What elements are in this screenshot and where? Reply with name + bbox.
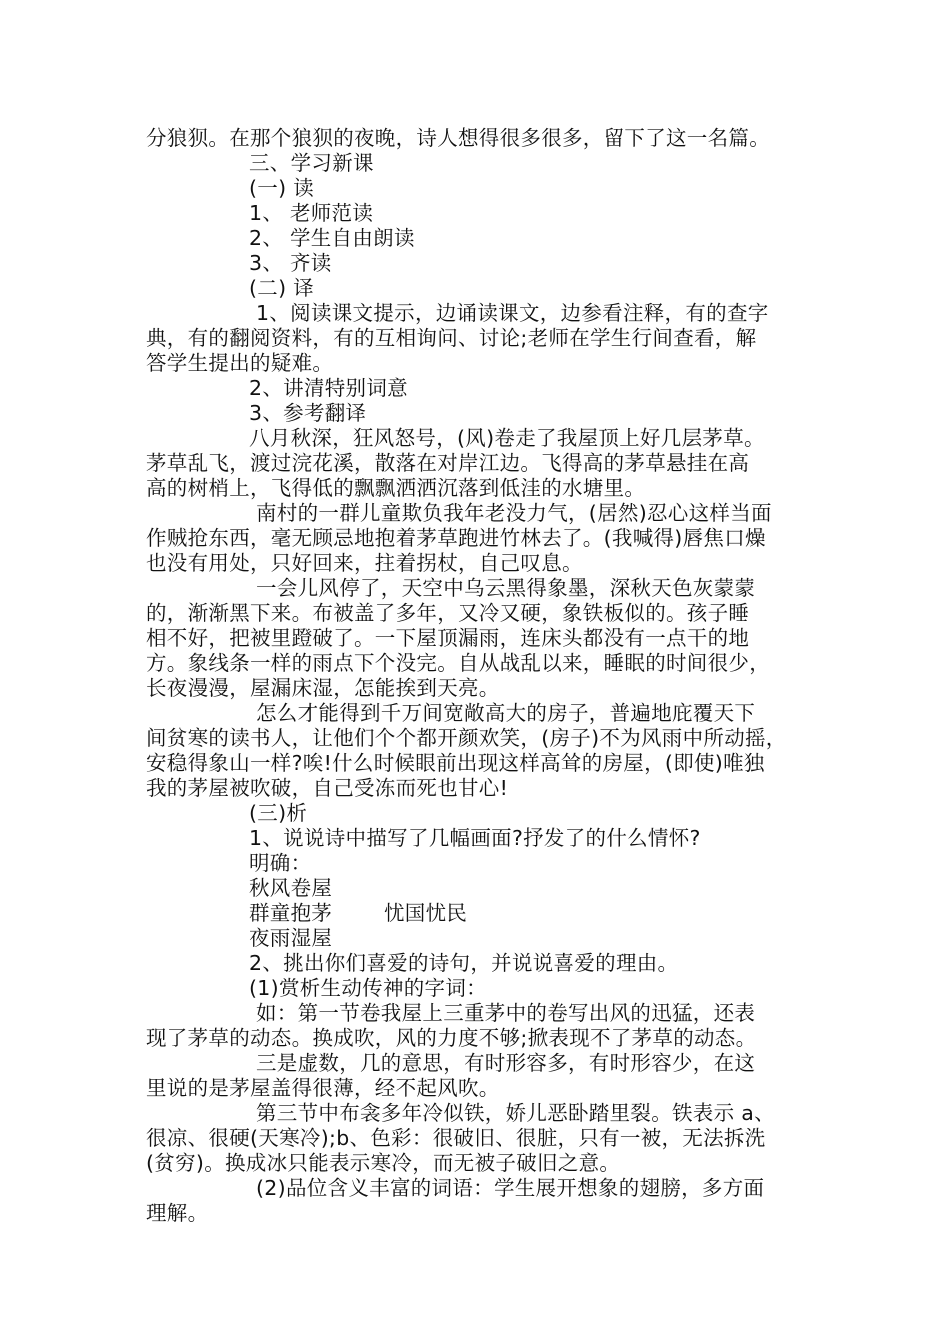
list-item: 3、参考翻译 <box>249 401 367 425</box>
paragraph-line: 也没有用处，只好回来，拄着拐杖，自己叹息。 <box>146 551 583 575</box>
scene-item: 群童抱茅 <box>249 901 333 925</box>
paragraph-line: 安稳得象山一样?唉!什么时候眼前出现这样高耸的房屋，(即使)唯独 <box>146 751 765 775</box>
paragraph-line: 里说的是茅屋盖得很薄，经不起风吹。 <box>146 1076 500 1100</box>
paragraph-line: 很凉、很硬(天寒冷);b、色彩：很破旧、很脏，只有一被，无法拆洗 <box>146 1126 766 1150</box>
paragraph-line: 明确： <box>249 851 312 875</box>
list-item: 2、讲清特别词意 <box>249 376 408 400</box>
paragraph-line: 怎么才能得到千万间宽敞高大的房子，普遍地庇覆天下 <box>256 701 756 725</box>
list-item: 1、说说诗中描写了几幅画面?抒发了的什么情怀? <box>249 826 701 850</box>
paragraph-line: 长夜漫漫，屋漏床湿，怎能挨到天亮。 <box>146 676 500 700</box>
theme-label: 忧国忧民 <box>384 901 468 925</box>
paragraph-line: 答学生提出的疑难。 <box>146 351 334 375</box>
subsection-heading: (一) 读 <box>249 176 315 200</box>
paragraph-line: (贫穷)。换成冰只能表示寒冷，而无被子破旧之意。 <box>146 1151 621 1175</box>
paragraph-line: 一会儿风停了，天空中乌云黑得象墨，深秋天色灰蒙蒙 <box>256 576 756 600</box>
paragraph-line: 茅草乱飞，渡过浣花溪，散落在对岸江边。飞得高的茅草悬挂在高 <box>146 451 750 475</box>
list-item: (1)赏析生动传神的字词： <box>249 976 487 1000</box>
subsection-heading: (二) 译 <box>249 276 315 300</box>
paragraph-line: 相不好，把被里蹬破了。一下屋顶漏雨，连床头都没有一点干的地 <box>146 626 750 650</box>
paragraph-line: 方。象线条一样的雨点下个没完。自从战乱以来，睡眠的时间很少， <box>146 651 770 675</box>
paragraph-line: 的，渐渐黑下来。布被盖了多年，又冷又硬，象铁板似的。孩子睡 <box>146 601 750 625</box>
list-item: 1、 老师范读 <box>249 201 374 225</box>
list-item: 2、 学生自由朗读 <box>249 226 415 250</box>
list-item: 2、挑出你们喜爱的诗句，并说说喜爱的理由。 <box>249 951 679 975</box>
paragraph-line: 三是虚数，几的意思，有时形容多，有时形容少，在这 <box>256 1051 756 1075</box>
scene-item: 秋风卷屋 <box>249 876 333 900</box>
paragraph-line: (2)品位含义丰富的词语：学生展开想象的翅膀，多方面 <box>256 1176 765 1200</box>
paragraph-line: 作贼抢东西，毫无顾忌地抱着茅草跑进竹林去了。(我喊得)唇焦口燥 <box>146 526 766 550</box>
paragraph-line: 八月秋深，狂风怒号，(风)卷走了我屋顶上好几层茅草。 <box>249 426 765 450</box>
paragraph-line: 1、阅读课文提示，边诵读课文，边参看注释，有的查字 <box>256 301 769 325</box>
paragraph-line: 我的茅屋被吹破，自己受冻而死也甘心! <box>146 776 509 800</box>
paragraph-line: 第三节中布衾多年冷似铁，娇儿恶卧踏里裂。铁表示 a、 <box>256 1101 775 1125</box>
section-heading: 三、学习新课 <box>249 151 374 175</box>
paragraph-line: 高的树梢上，飞得低的飘飘洒洒沉落到低洼的水塘里。 <box>146 476 646 500</box>
subsection-heading: (三)析 <box>249 801 308 825</box>
paragraph-line: 分狼狈。在那个狼狈的夜晚，诗人想得很多很多，留下了这一名篇。 <box>146 126 770 150</box>
paragraph-line: 南村的一群儿童欺负我年老没力气，(居然)忍心这样当面 <box>256 501 772 525</box>
paragraph-line: 间贫寒的读书人，让他们个个都开颜欢笑，(房子)不为风雨中所动摇， <box>146 726 787 750</box>
paragraph-line: 典，有的翻阅资料，有的互相询问、讨论;老师在学生行间查看，解 <box>146 326 757 350</box>
paragraph-line: 现了茅草的动态。换成吹，风的力度不够;掀表现不了茅草的动态。 <box>146 1026 757 1050</box>
paragraph-line: 理解。 <box>146 1201 209 1225</box>
paragraph-line: 如：第一节卷我屋上三重茅中的卷写出风的迅猛，还表 <box>256 1001 756 1025</box>
list-item: 3、 齐读 <box>249 251 332 275</box>
scene-item: 夜雨湿屋 <box>249 926 333 950</box>
